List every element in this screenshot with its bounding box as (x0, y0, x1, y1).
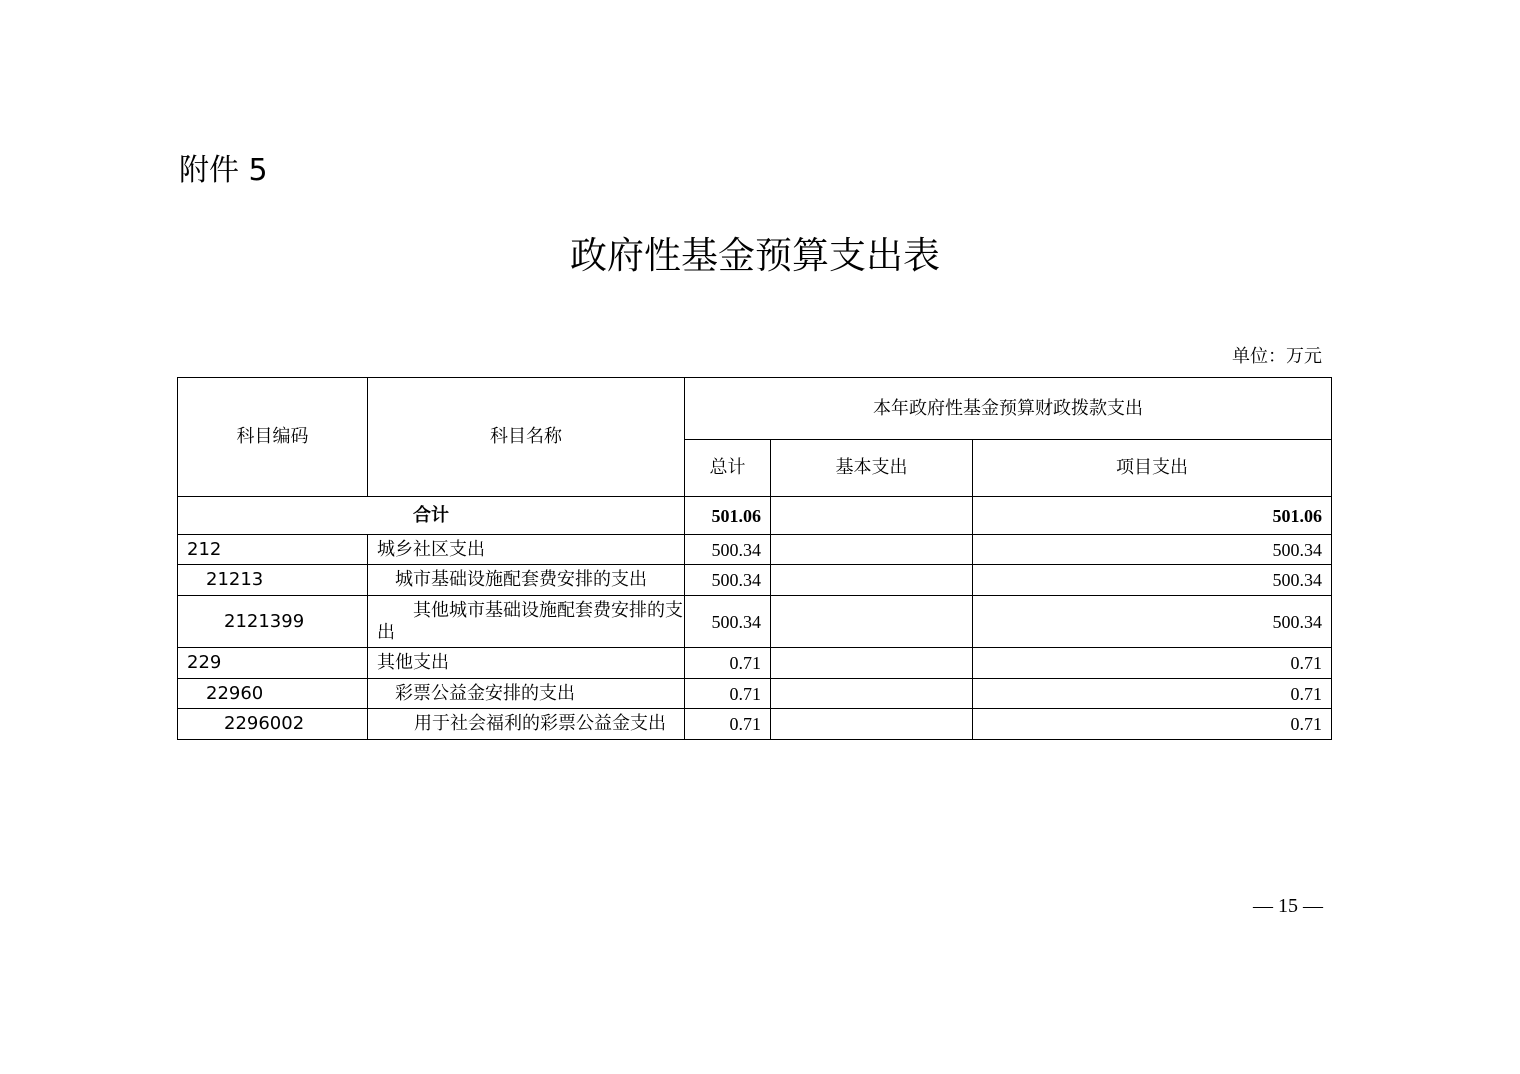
header-project: 项目支出 (973, 440, 1332, 497)
page-number: — 15 — (1253, 895, 1323, 917)
row-total: 0.71 (685, 709, 771, 740)
row-name: 彩票公益金安排的支出 (368, 679, 685, 709)
header-code: 科目编码 (178, 378, 368, 497)
row-project: 500.34 (973, 535, 1332, 565)
row-basic (771, 679, 973, 709)
row-total: 0.71 (685, 679, 771, 709)
row-project: 0.71 (973, 679, 1332, 709)
total-project: 501.06 (973, 497, 1332, 535)
table-row (178, 679, 1332, 709)
row-code: 2296002 (178, 709, 368, 740)
header-group: 本年政府性基金预算财政拨款支出 (685, 378, 1332, 440)
attachment-label: 附件 5 (179, 153, 268, 188)
header-total: 总计 (685, 440, 771, 497)
total-total: 501.06 (685, 497, 771, 535)
total-label: 合计 (178, 497, 685, 535)
table-row (178, 648, 1332, 679)
row-name: 城乡社区支出 (368, 535, 685, 565)
row-code: 2121399 (178, 596, 368, 648)
row-code: 212 (178, 535, 368, 565)
table-row (178, 535, 1332, 565)
header-basic: 基本支出 (771, 440, 973, 497)
row-project: 0.71 (973, 648, 1332, 679)
budget-table (177, 377, 1332, 740)
table-row (178, 596, 1332, 648)
row-code: 22960 (178, 679, 368, 709)
row-name: 用于社会福利的彩票公益金支出 (368, 709, 685, 740)
row-code: 21213 (178, 565, 368, 596)
row-total: 500.34 (685, 596, 771, 648)
table-row (178, 709, 1332, 740)
row-project: 500.34 (973, 565, 1332, 596)
row-code: 229 (178, 648, 368, 679)
table-row (178, 565, 1332, 596)
row-basic (771, 535, 973, 565)
row-project: 500.34 (973, 596, 1332, 648)
row-name: 其他支出 (368, 648, 685, 679)
total-row (178, 497, 1332, 535)
row-project: 0.71 (973, 709, 1332, 740)
row-basic (771, 596, 973, 648)
row-basic (771, 709, 973, 740)
row-basic (771, 565, 973, 596)
row-basic (771, 648, 973, 679)
row-total: 0.71 (685, 648, 771, 679)
row-name: 其他城市基础设施配套费安排的支出 (368, 596, 685, 648)
page-title: 政府性基金预算支出表 (570, 234, 940, 277)
row-total: 500.34 (685, 565, 771, 596)
row-total: 500.34 (685, 535, 771, 565)
row-name: 城市基础设施配套费安排的支出 (368, 565, 685, 596)
total-basic (771, 497, 973, 535)
header-name: 科目名称 (368, 378, 685, 497)
unit-label: 单位：万元 (1232, 346, 1322, 367)
